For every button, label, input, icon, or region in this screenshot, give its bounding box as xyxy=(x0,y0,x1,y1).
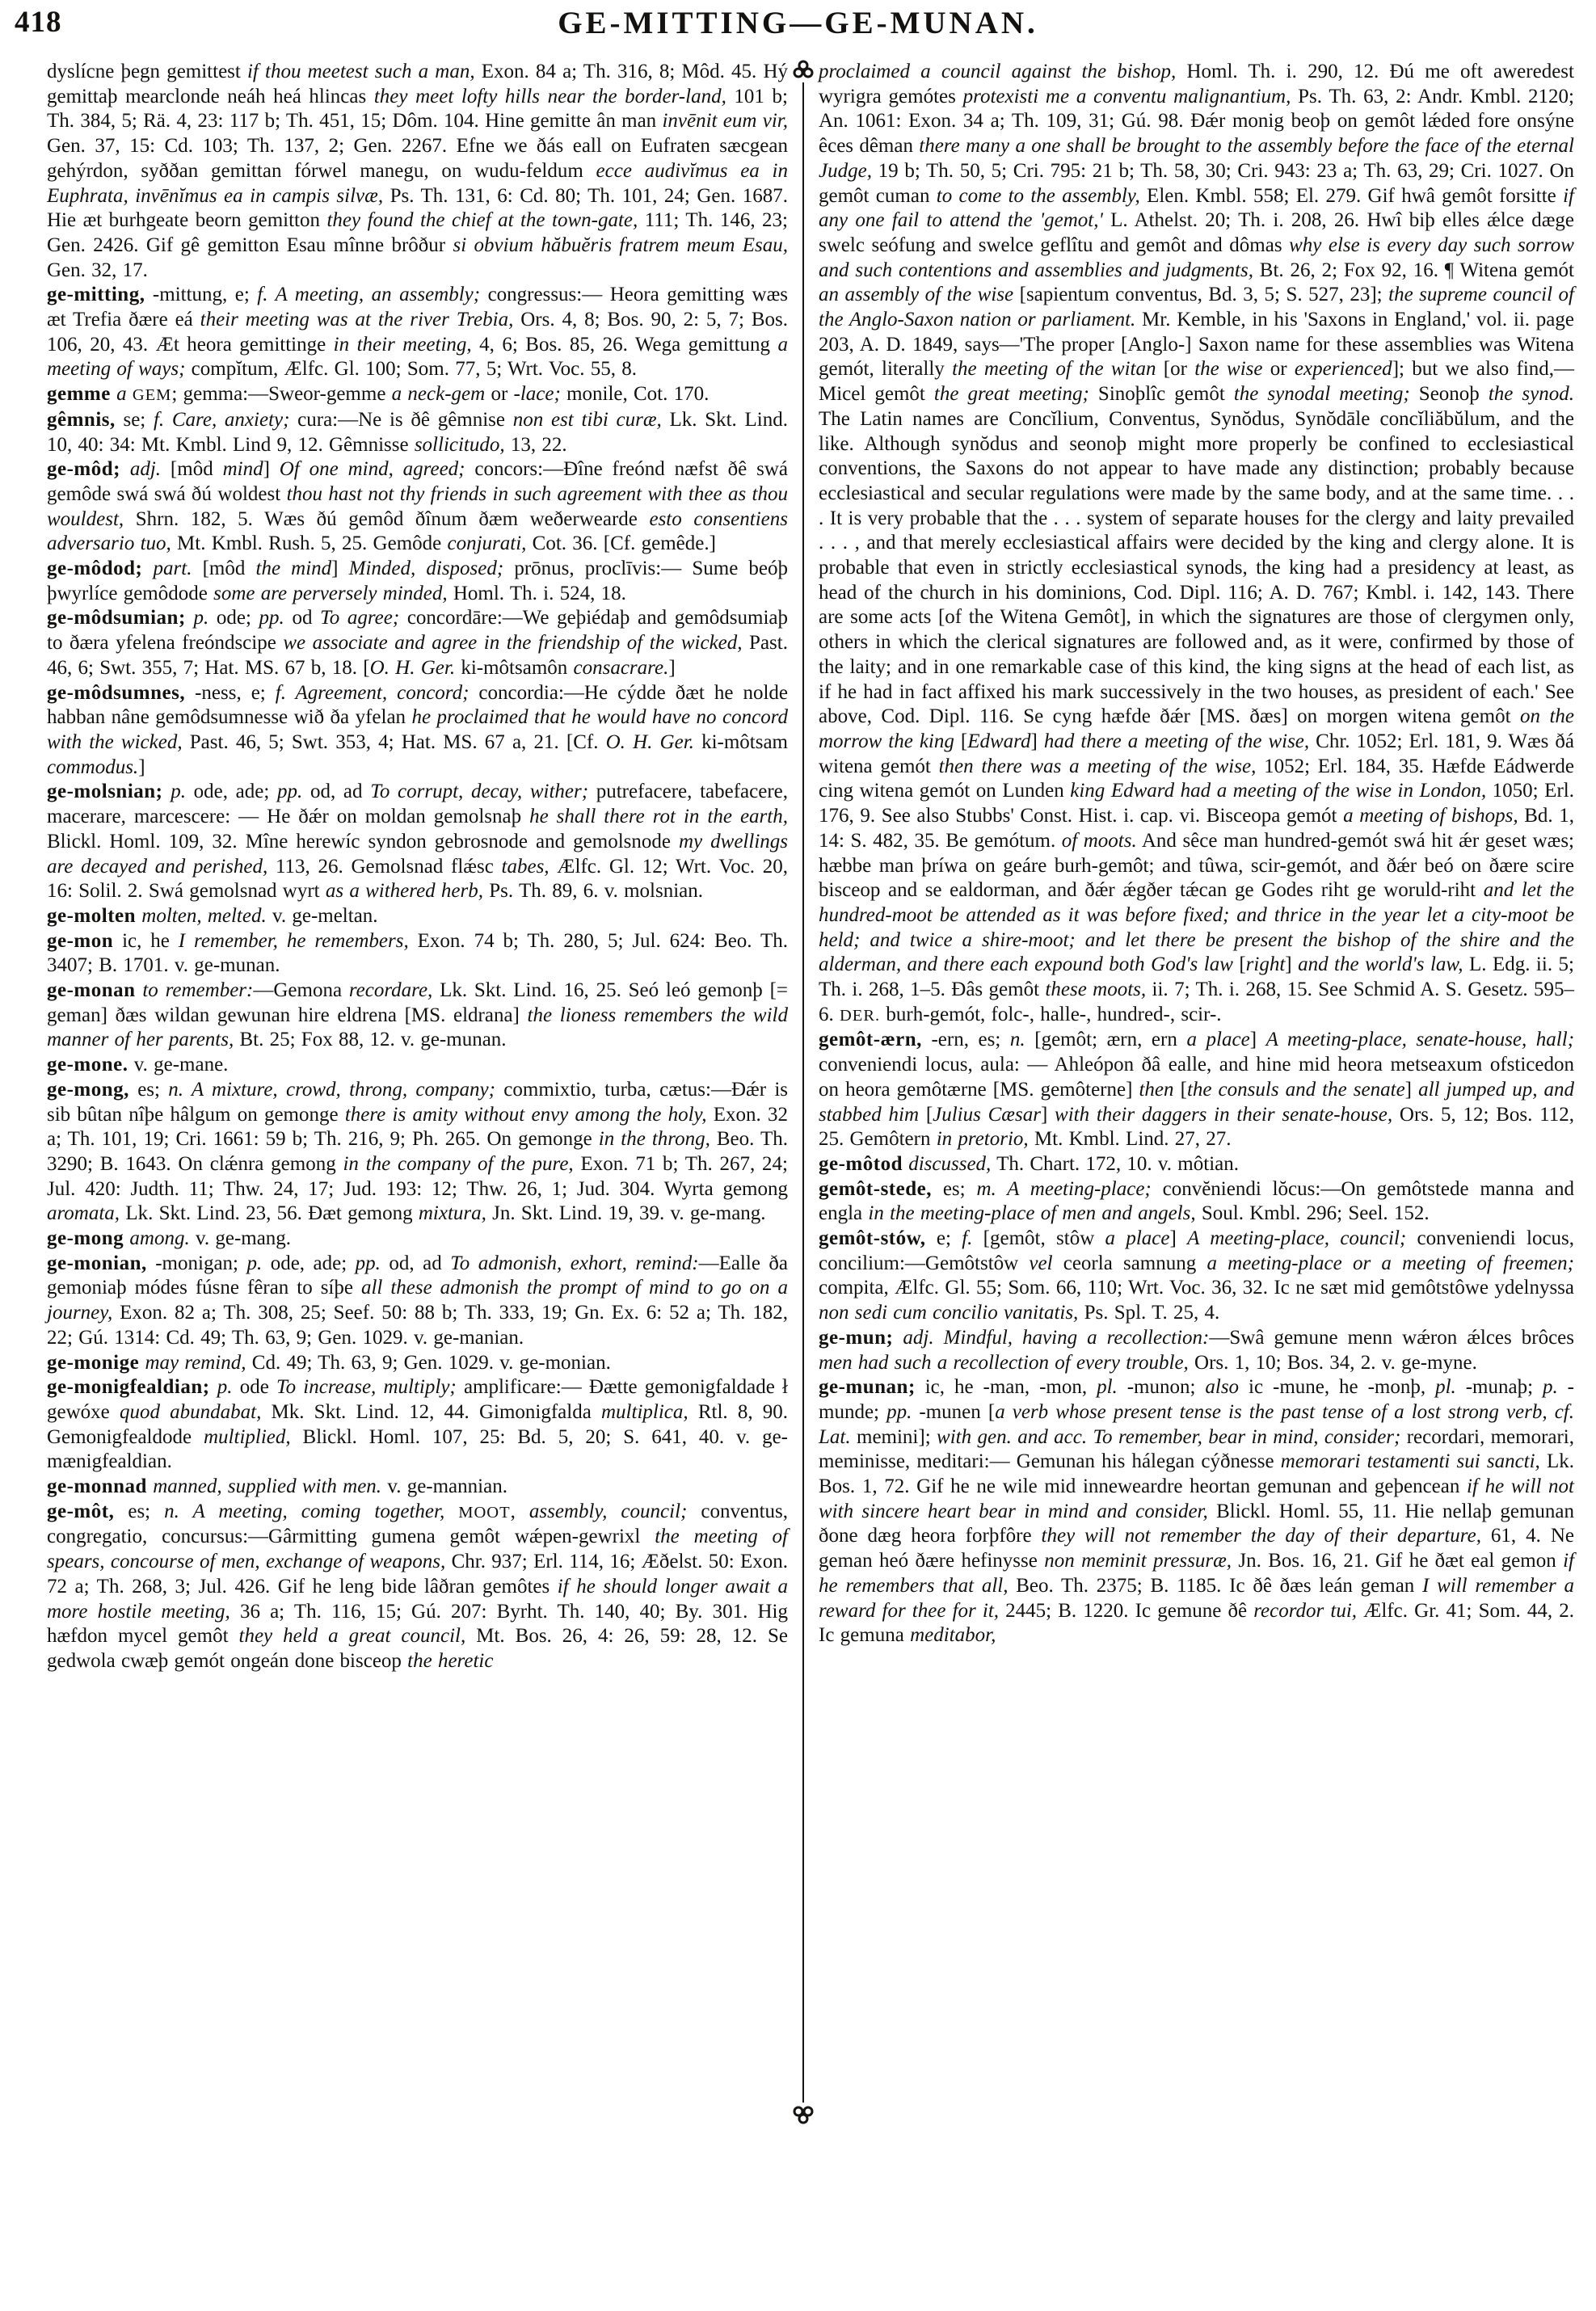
entry-paragraph: ge-mong, es; n. A mixture, crowd, throng, company; commixtio, turba, cætus:—Ðǽr is sib bûtan nîþe hâlgum on gemonge there is amity without envy among the holy, Exon. 32 a; Th. 101, 19; Cri. 1661: 59 b; Th. 216, 9; Ph. 265. On gemonge in the throng, Beo. Th. 3290; B. 1643. On clǽnra gemong in the company of the pure, Exon. 71 b; Th. 267, 24; Jul. 420: Judth. 11; Thw. 24, 17; Jud. 193: 12; Thw. 26, 1; Jud. 304. Wyrta gemong aromata, Lk. Skt. Lind. 23, 56. Ðæt gemong mixtura, Jn. Skt. Lind. 19, 39. v. ge-mang. xyxy=(47,1078,789,1225)
column-left xyxy=(47,60,788,2125)
entry-paragraph: ge-môd; adj. [môd mind] Of one mind, agreed; concors:—Ðîne freónd næfst ðê swá gemôde swá swá ðú woldest thou hast not thy friends in such agreement with thee as thou wouldest, Shrn. 182, 5. Wæs ðú gemôd ðînum ðæm weðerwearde esto consentiens adversario tuo, Mt. Kmbl. Rush. 5, 25. Gemôde conjurati, Cot. 36. [Cf. gemêde.] xyxy=(47,458,789,555)
entry-paragraph: ge-mitting, -mittung, e; f. A meeting, an assembly; congressus:— Heora gemitting wæs æt Trefia ðære eá their meeting was at the river Trebia, Ors. 4, 8; Bos. 90, 2: 5, 7; Bos. 106, 20, 43. Æt heora gemittinge in their meeting, 4, 6; Bos. 85, 26. Wega gemittung a meeting of ways; compĭtum, Ælfc. Gl. 100; Som. 77, 5; Wrt. Voc. 55, 8. xyxy=(47,284,789,381)
entry-paragraph: ge-môdsumian; p. ode; pp. od To agree; concordāre:—We geþiédaþ and gemôdsumiaþ to ðæra yfelena freóndscipe we associate and agree in the friendship of the wicked, Past. 46, 6; Swt. 355, 7; Hat. MS. 67 b, 18. [O. H. Ger. ki-môtsamôn consacrare.] xyxy=(47,607,789,679)
entry-paragraph: gemôt-ærn, -ern, es; n. [gemôt; ærn, ern a place] A meeting-place, senate-house, hall; conveniendi locus, aula: — Ahleópon ðâ ealle, and hine mid heora metseaxum ofsticedon on heora gemôtærne [MS. gemôterne] then [the consuls and the senate] all jumped up, and stabbed him [Julius Cæsar] with their daggers in their senate-house, Ors. 5, 12; Bos. 112, 25. Gemôtern in pretorio, Mt. Kmbl. Lind. 27, 27. xyxy=(819,1029,1575,1151)
divider-rule xyxy=(802,82,805,2103)
entry-paragraph: ge-môt, es; n. A meeting, coming together, MOOT, assembly, council; conventus, congregatio, concursus:—Gârmitting gumena gemôt wǽpen-gewrixl the meeting of spears, concourse of men, exchange of weapons, Chr. 937; Erl. 114, 16; Æðelst. 50: Exon. 72 a; Th. 268, 3; Jul. 426. Gif he leng bide lâðran gemôtes if he should longer await a more hostile meeting, 36 a; Th. 116, 15; Gú. 207: Byrht. Th. 140, 40; By. 301. Hig hæfdon mycel gemôt they held a great council, Mt. Bos. 26, 4: 26, 59: 28, 12. Se gedwola cwæþ gemót ongeán done bisceop the heretic xyxy=(47,1500,789,1672)
page-number: 418 xyxy=(15,6,62,39)
entry-paragraph: ge-môtod discussed, Th. Chart. 172, 10. v. môtian. xyxy=(819,1152,1239,1175)
entry-paragraph: gemme a GEM; gemma:—Sweor-gemme a neck-gem or -lace; monile, Cot. 170. xyxy=(47,383,710,406)
entry-paragraph: ge-monian, -monigan; p. ode, ade; pp. od, ad To admonish, exhort, remind:—Ealle ða gemoniaþ módes fúsne fêran to síþe all these admonish the prompt of mind to go on a journey, Exon. 82 a; Th. 308, 25; Seef. 50: 88 b; Th. 333, 19; Gn. Ex. 6: 52 a; Th. 182, 22; Gú. 1314: Cd. 49; Th. 63, 9; Gen. 1029. v. ge-manian. xyxy=(47,1252,788,1349)
entry-paragraph: gemôt-stów, e; f. [gemôt, stôw a place] A meeting-place, council; conveniendi locus, concilium:—Gemôtstôw vel ceorla samnung a meeting-place or a meeting of freemen; compita, Ælfc. Gl. 55; Som. 66, 110; Wrt. Voc. 36, 32. Ic ne sæt mid gemôtstôwe ydelnyssa non sedi cum concilio vanitatis, Ps. Spl. T. 25, 4. xyxy=(819,1227,1575,1324)
entry-paragraph: proclaimed a council against the bishop, Homl. Th. i. 290, 12. Ðú me oft aweredest wyrigra gemótes protexisti me a conventu malignantium, Ps. Th. 63, 2: Andr. Kmbl. 2120; An. 1061: Exon. 34 a; Th. 109, 31; Gú. 98. Ðǽr monig beoþ on gemôt lǽded fore onsýne êces dêman there many a one shall be brought to the assembly before the face of the eternal Judge, 19 b; Th. 50, 5; Cri. 795: 21 b; Th. 58, 30; Cri. 943: 23 a; Th. 63, 29; Cri. 1027. On gemôt cuman to come to the assembly, Elen. Kmbl. 558; El. 279. Gif hwâ gemôt forsitte if any one fail to attend the 'gemot,' L. Athelst. 20; Th. i. 208, 26. Hwî biþ elles ǽlce dæge swelc seófung and swelce geflîtu and gemôt and dômas why else is every day such sorrow and such contentions and assemblies and judgments, Bt. 26, 2; Fox 92, 16. ¶ Witena gemót an assembly of the wise [sapientum conventus, Bd. 3, 5; S. 527, 23]; the supreme council of the Anglo-Saxon nation or parliament. Mr. Kemble, in his 'Saxons in England,' vol. ii. page 203, A. D. 1849, says—'The proper [Anglo-] Saxon name for these assemblies was Witena gemót, literally the meeting of the witan [or the wise or experienced]; but we also find,—Micel gemôt the great meeting; Sinoþlîc gemôt the synodal meeting; Seonoþ the synod. The Latin names are Concĭlium, Conventus, Synŏdus, Synŏdāle concĭliăbŭlum, and the like. Although synŏdus and seonoþ might more properly be confined to ecclesiastical conventions, the Saxons do not appear to have made any distinction; probably because ecclesiastical and secular regulations were made by the same body, and at the same time. . . . It is very probable that the . . . system of separate houses for the clergy and laity prevailed . . . , and that merely ecclesiastical affairs were decided by the king and clergy alone. It is probable that even in strictly ecclesiastical synods, the king had a presidency at least, as head of the church in his dominions, Cod. Dipl. 116; A. D. 767; Kmbl. i. 142, 143. There are some acts [of the Witena Gemôt], in which the signatures are those of clergymen only, others in which the clerical signatures are followed and, as it were, confirmed by those of the laity; and in one remarkable case of this kind, the king signs at the head of each list, as if he had in fact affixed his mark successively in the two houses, as president of each.' See above, Cod. Dipl. 116. Se cyng hæfde ðǽr [MS. ðæs] on morgen witena gemôt on the morrow the king [Edward] had there a meeting of the wise, Chr. 1052; Erl. 181, 9. Wæs ðá witena gemót then there was a meeting of the wise, 1052; Erl. 184, 35. Hæfde Eádwerde cing witena gemót on Lunden king Edward had a meeting of the wise in London, 1050; Erl. 176, 9. See also Stubbs' Const. Hist. i. cap. vi. Bisceopa gemót a meeting of bishops, Bd. 1, 14: S. 482, 35. Be gemótum. of moots. And sêce man hundred-gemót swá hit ǽr geset wæs; hæbbe man þríwa on geáre burh-gemôt; and tûwa, scir-gemót, and ðǽr beó on ðære scire bisceop and se ealdorman, and ðǽr ǽgðer tǽcan ge Godes riht ge woruld-riht and let the hundred-moot be attended as it was before fixed; and thrice in the year let a city-moot be held; and twice a shire-moot; and let there be present the bishop of the shire and the alderman, and there each expound both God's law [right] and the world's law, L. Edg. ii. 5; Th. i. 268, 1–5. Ðâs gemôt these moots, ii. 7; Th. i. 268, 15. See Schmid A. S. Gesetz. 595–6. DER. burh-gemót, folc-, halle-, hundred-, scir-. xyxy=(819,61,1575,1025)
entry-paragraph: dyslícne þegn gemittest if thou meetest such a man, Exon. 84 a; Th. 316, 8; Môd. 45. Hý gemittaþ mearclonde neáh heá hlincas they meet lofty hills near the border-land, 101 b; Th. 384, 5; Rä. 4, 23: 117 b; Th. 451, 15; Dôm. 104. Hine gemitte ân man invēnit eum vir, Gen. 37, 15: Cd. 103; Th. 137, 2; Gen. 2267. Efne we ðás eall on Eufraten sæcgean gehýrdon, syððan gemittan fórwel manegu, on wudu-feldum ecce audivĭmus ea in Euphrata, invēnĭmus ea in campis silvæ, Ps. Th. 131, 6: Cd. 80; Th. 101, 24; Gen. 1687. Hie æt burhgeate beorn gemitton they found the chief at the town-gate, 111; Th. 146, 23; Gen. 2426. Gif gê gemitton Esau mînne brôður si obvium hăbuĕris fratrem meum Esau, Gen. 32, 17. xyxy=(47,61,789,281)
column-divider xyxy=(788,60,819,2125)
entry-paragraph: ge-molsnian; p. ode, ade; pp. od, ad To corrupt, decay, wither; putrefacere, tabefacere, macerare, marcescere: — He ðǽr on moldan gemolsnaþ he shall there rot in the earth, Blickl. Homl. 109, 32. Mîne herewíc syndon gebrosnode and gemolsnode my dwellings are decayed and perished, 113, 26. Gemolsnad flǽsc tabes, Ælfc. Gl. 12; Wrt. Voc. 20, 16: Solil. 2. Swá gemolsnad wyrt as a withered herb, Ps. Th. 89, 6. v. molsnian. xyxy=(47,781,789,903)
entry-paragraph: ge-monnad manned, supplied with men. v. ge-mannian. xyxy=(47,1475,507,1498)
entry-paragraph: ge-môdsumnes, -ness, e; f. Agreement, concord; concordia:—He cýdde ðæt he nolde habban nâne gemôdsumnesse wið ða yfelan he proclaimed that he would have no concord with the wicked, Past. 46, 5; Swt. 353, 4; Hat. MS. 67 a, 21. [Cf. O. H. Ger. ki-môtsam commodus.] xyxy=(47,681,789,778)
trefoil-ornament-bottom-icon xyxy=(791,2103,815,2125)
entry-paragraph: ge-monigfealdian; p. ode To increase, multiply; amplificare:— Ðætte gemonigfaldade ł gewóxe quod abundabat, Mk. Skt. Lind. 12, 44. Gimonigfalda multiplica, Rtl. 8, 90. Gemonigfealdode multiplied, Blickl. Homl. 107, 25: Bd. 5, 20; S. 641, 40. v. ge-mænigfealdian. xyxy=(47,1376,789,1473)
entry-paragraph: ge-mone. v. ge-mane. xyxy=(47,1054,229,1076)
column-right xyxy=(819,60,1574,2125)
entry-paragraph: ge-mun; adj. Mindful, having a recollection:—Swâ gemune menn wǽron ǽlces brôces men had such a recollection of every trouble, Ors. 1, 10; Bos. 34, 2. v. ge-myne. xyxy=(819,1326,1575,1374)
entry-paragraph: ge-mon ic, he I remember, he remembers, Exon. 74 b; Th. 280, 5; Jul. 624: Beo. Th. 3407; B. 1701. v. ge-munan. xyxy=(47,929,789,977)
entry-paragraph: ge-mong among. v. ge-mang. xyxy=(47,1227,292,1250)
entry-paragraph: ge-munan; ic, he -man, -mon, pl. -munon; also ic -mune, he -monþ, pl. -munaþ; p. -munde; pp. -munen [a verb whose present tense is the past tense of a lost strong verb, cf. Lat. memini]; with gen. and acc. To remember, bear in mind, consider; recordari, memorari, meminisse, meditari:— Gemunan his hálegan cýðnesse memorari testamenti sui sancti, Lk. Bos. 1, 72. Gif he ne wile mid inneweardre heortan gemunan and geþencean if he will not with sincere heart bear in mind and consider, Blickl. Homl. 55, 11. Hie nellaþ gemunan ðone dæg heora forþfôre they will not remember the day of their departure, 61, 4. Ne geman heó ðære hefinysse non meminit pressuræ, Jn. Bos. 16, 21. Gif he ðæt eal gemon if he remembers that all, Beo. Th. 2375; B. 1185. Ic ðê ðæs leán geman I will remember a reward for thee for it, 2445; B. 1220. Ic gemune ðê recordor tui, Ælfc. Gr. 41; Som. 44, 2. Ic gemuna meditabor, xyxy=(819,1376,1575,1647)
entry-paragraph: ge-monige may remind, Cd. 49; Th. 63, 9; Gen. 1029. v. ge-monian. xyxy=(47,1351,611,1374)
columns-container xyxy=(47,60,1574,2125)
entry-paragraph: gemôt-stede, es; m. A meeting-place; convĕniendi lŏcus:—On gemôtstede manna and engla in the meeting-place of men and angels, Soul. Kmbl. 296; Seel. 152. xyxy=(819,1177,1575,1225)
entry-paragraph: ge-molten molten, melted. v. ge-meltan. xyxy=(47,904,378,927)
page-title: GE-MITTING—GE-MUNAN. xyxy=(558,6,1038,40)
entry-paragraph: gêmnis, se; f. Care, anxiety; cura:—Ne is ðê gêmnise non est tibi curæ, Lk. Skt. Lind. 10, 40: 34: Mt. Kmbl. Lind 9, 12. Gêmnisse sollicitudo, 13, 22. xyxy=(47,408,788,456)
entry-paragraph: ge-monan to remember:—Gemona recordare, Lk. Skt. Lind. 16, 25. Seó leó gemonþ [= geman] ðæs wildan gewunan hire eldrena [MS. eldrana] the lioness remembers the wild manner of her parents, Bt. 25; Fox 88, 12. v. ge-munan. xyxy=(47,979,788,1051)
entry-paragraph: ge-môdod; part. [môd the mind] Minded, disposed; prōnus, proclīvis:— Sume beóþ þwyrlíce gemôdode some are perversely minded, Homl. Th. i. 524, 18. xyxy=(47,558,789,604)
trefoil-ornament-top-icon xyxy=(791,60,815,82)
